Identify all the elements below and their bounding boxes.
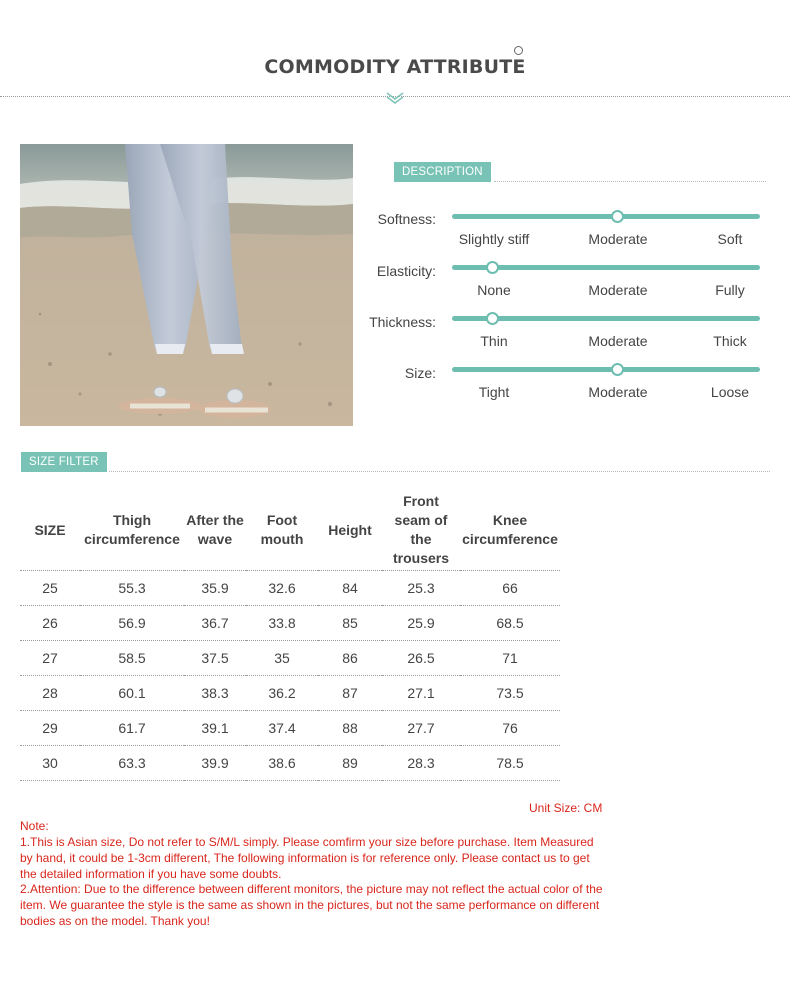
option-label: None (477, 282, 511, 298)
table-cell: 33.8 (246, 606, 318, 641)
table-cell: 87 (318, 676, 382, 711)
option-label: Thick (713, 333, 747, 349)
table-cell: 32.6 (246, 571, 318, 606)
table-cell: 56.9 (80, 606, 184, 641)
column-header: Height (318, 490, 382, 571)
attribute-name: Softness: (377, 211, 436, 227)
table-cell: 29 (20, 711, 80, 746)
option-label: Fully (715, 282, 745, 298)
option-label: Moderate (588, 333, 648, 349)
size-slider-knob (611, 363, 624, 376)
option-label: Soft (717, 231, 743, 247)
table-cell: 26 (20, 606, 80, 641)
table-cell: 84 (318, 571, 382, 606)
table-cell: 63.3 (80, 746, 184, 781)
thickness-slider-knob (486, 312, 499, 325)
table-cell: 27 (20, 641, 80, 676)
table-cell: 25 (20, 571, 80, 606)
table-row (20, 711, 560, 746)
table-cell: 71 (460, 641, 560, 676)
option-label: Moderate (588, 231, 648, 247)
table-cell: 25.9 (382, 606, 460, 641)
table-row (20, 676, 560, 711)
option-label: Thin (480, 333, 508, 349)
table-cell: 86 (318, 641, 382, 676)
table-cell: 26.5 (382, 641, 460, 676)
table-cell: 35.9 (184, 571, 246, 606)
column-header: SIZE (20, 490, 80, 571)
option-label: Moderate (588, 282, 648, 298)
table-cell: 89 (318, 746, 382, 781)
table-cell: 27.7 (382, 711, 460, 746)
table-cell: 55.3 (80, 571, 184, 606)
table-cell: 73.5 (460, 676, 560, 711)
note-title: Note: (20, 819, 49, 833)
table-row (20, 606, 560, 641)
attribute-name: Elasticity: (376, 263, 436, 279)
table-cell: 37.5 (184, 641, 246, 676)
table-cell: 36.7 (184, 606, 246, 641)
description-badge: DESCRIPTION (394, 162, 491, 182)
option-label: Slightly stiff (458, 231, 530, 247)
size-slider (452, 367, 760, 372)
option-label: Moderate (588, 384, 648, 400)
table-cell: 28 (20, 676, 80, 711)
degree-circle-icon (514, 46, 523, 55)
size-table (20, 490, 560, 781)
table-cell: 28.3 (382, 746, 460, 781)
softness-slider-knob (611, 210, 624, 223)
table-cell: 37.4 (246, 711, 318, 746)
table-cell: 38.6 (246, 746, 318, 781)
table-cell: 68.5 (460, 606, 560, 641)
table-cell: 61.7 (80, 711, 184, 746)
attribute-name: Size: (404, 365, 436, 381)
table-cell: 25.3 (382, 571, 460, 606)
table-cell: 36.2 (246, 676, 318, 711)
table-cell: 78.5 (460, 746, 560, 781)
elasticity-slider-knob (486, 261, 499, 274)
table-cell: 60.1 (80, 676, 184, 711)
table-row (20, 746, 560, 781)
table-header-row (20, 490, 560, 571)
option-label: Loose (710, 384, 750, 400)
description-divider (494, 181, 766, 182)
table-cell: 39.9 (184, 746, 246, 781)
table-cell: 76 (460, 711, 560, 746)
table-cell: 85 (318, 606, 382, 641)
table-cell: 38.3 (184, 676, 246, 711)
table-cell: 58.5 (80, 641, 184, 676)
column-header: After the wave (184, 490, 246, 571)
table-row (20, 641, 560, 676)
table-cell: 27.1 (382, 676, 460, 711)
size-filter-badge: SIZE FILTER (21, 452, 107, 472)
table-cell: 39.1 (184, 711, 246, 746)
size-filter-divider (109, 471, 770, 472)
softness-slider (452, 214, 760, 219)
attribute-name: Thickness: (369, 314, 436, 330)
table-cell: 88 (318, 711, 382, 746)
table-cell: 30 (20, 746, 80, 781)
column-header: Thigh circumference (80, 490, 184, 571)
note-1: 1.This is Asian size, Do not refer to S/M/L simply. Please comfirm your size before purchase. Item Measured by hand, it could be 1-3cm different, The following information is for reference only. Please contact us to get the detailed information if you have some doubts. (20, 835, 594, 881)
page-title: COMMODITY ATTRIBUTE (264, 56, 526, 78)
note-2: 2.Attention: Due to the difference between different monitors, the picture may not reflect the actual color of the item. We guarantee the style is the same as shown in the pictures, but not the same performance on different bodies as on the model. Thank you! (20, 882, 603, 928)
column-header: Knee circumference (460, 490, 560, 571)
double-chevron-down-icon (385, 91, 405, 105)
column-header: Foot mouth (246, 490, 318, 571)
product-photo (20, 144, 353, 426)
table-row (20, 571, 560, 606)
column-header: Front seam of the trousers (382, 490, 460, 571)
table-cell: 35 (246, 641, 318, 676)
option-label: Tight (478, 384, 510, 400)
table-cell: 66 (460, 571, 560, 606)
unit-size-label: Unit Size: CM (529, 801, 603, 815)
